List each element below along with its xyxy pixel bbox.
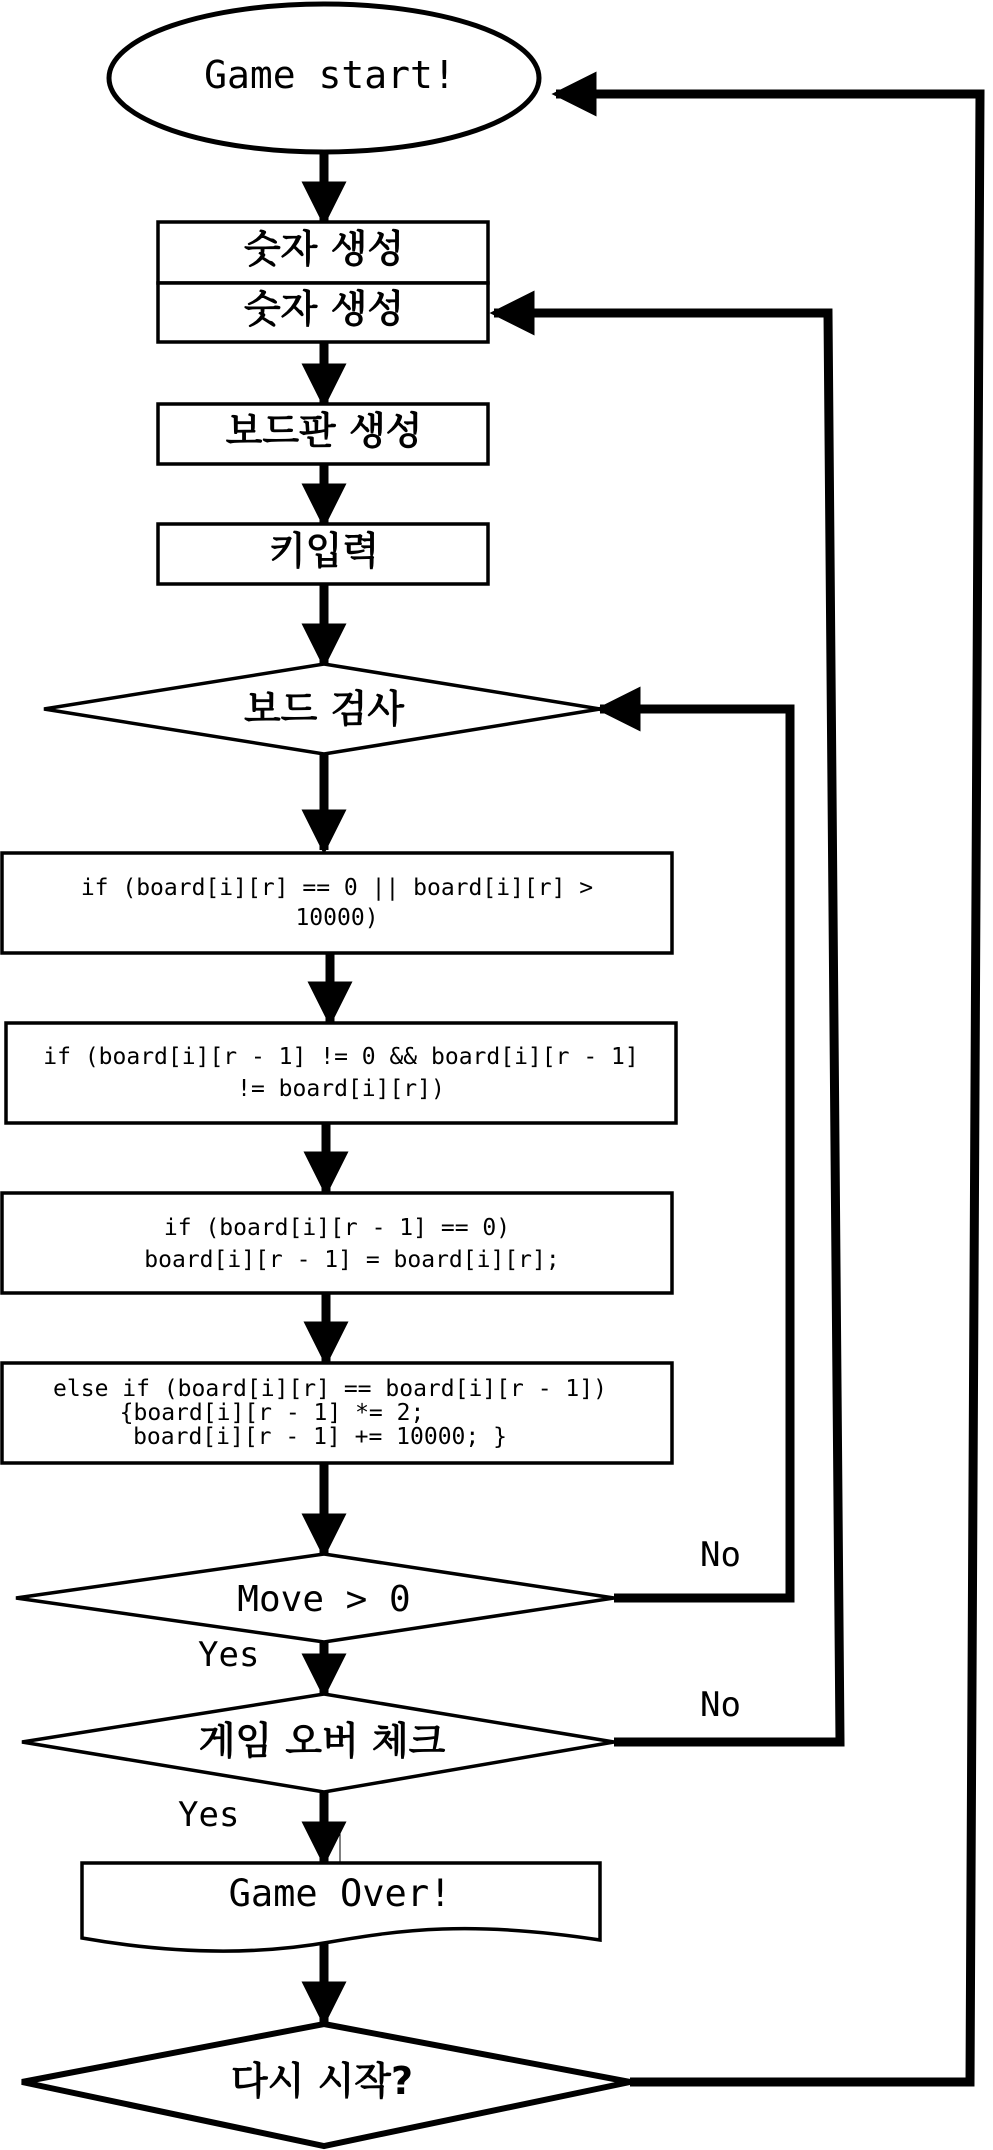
game-over-check-label: 게임 오버 체크 (198, 1719, 446, 1763)
cond1-line-1: if (board[i][r] == 0 || board[i][r] > (80, 875, 594, 901)
generate-board-label: 보드판 생성 (225, 409, 423, 453)
cond4-line-1: else if (board[i][r] == board[i][r - 1]) (53, 1376, 607, 1402)
edge-label-move-yes: Yes (198, 1635, 260, 1675)
edge-label-gameover-no: No (700, 1685, 741, 1725)
cond1-line-2: 10000) (295, 905, 379, 931)
cond3-line-2: board[i][r - 1] = board[i][r]; (144, 1247, 560, 1273)
cond2-box (6, 1023, 676, 1123)
generate-number-label-2: 숫자 생성 (243, 287, 405, 331)
generate-number-label-1: 숫자 생성 (243, 227, 405, 271)
cond3-box (2, 1193, 672, 1293)
cond2-line-2: != board[i][r]) (237, 1076, 445, 1102)
move-check-label: Move > 0 (237, 1579, 411, 1620)
edge-label-move-no: No (700, 1535, 741, 1575)
game-over-label: Game Over! (228, 1872, 452, 1915)
cond4-line-3: board[i][r - 1] += 10000; } (133, 1424, 507, 1450)
cond4-line-2: {board[i][r - 1] *= 2; (119, 1400, 425, 1426)
start-label: Game start! (204, 53, 456, 97)
edge-label-gameover-yes: Yes (178, 1795, 240, 1835)
cond1-box (2, 853, 672, 953)
key-input-label: 키입력 (268, 529, 380, 573)
restart-label: 다시 시작? (230, 2059, 414, 2103)
check-board-label: 보드 검사 (243, 687, 405, 731)
cond2-line-1: if (board[i][r - 1] != 0 && board[i][r - 1] (43, 1044, 639, 1070)
cond3-line-1: if (board[i][r - 1] == 0) (163, 1215, 511, 1241)
